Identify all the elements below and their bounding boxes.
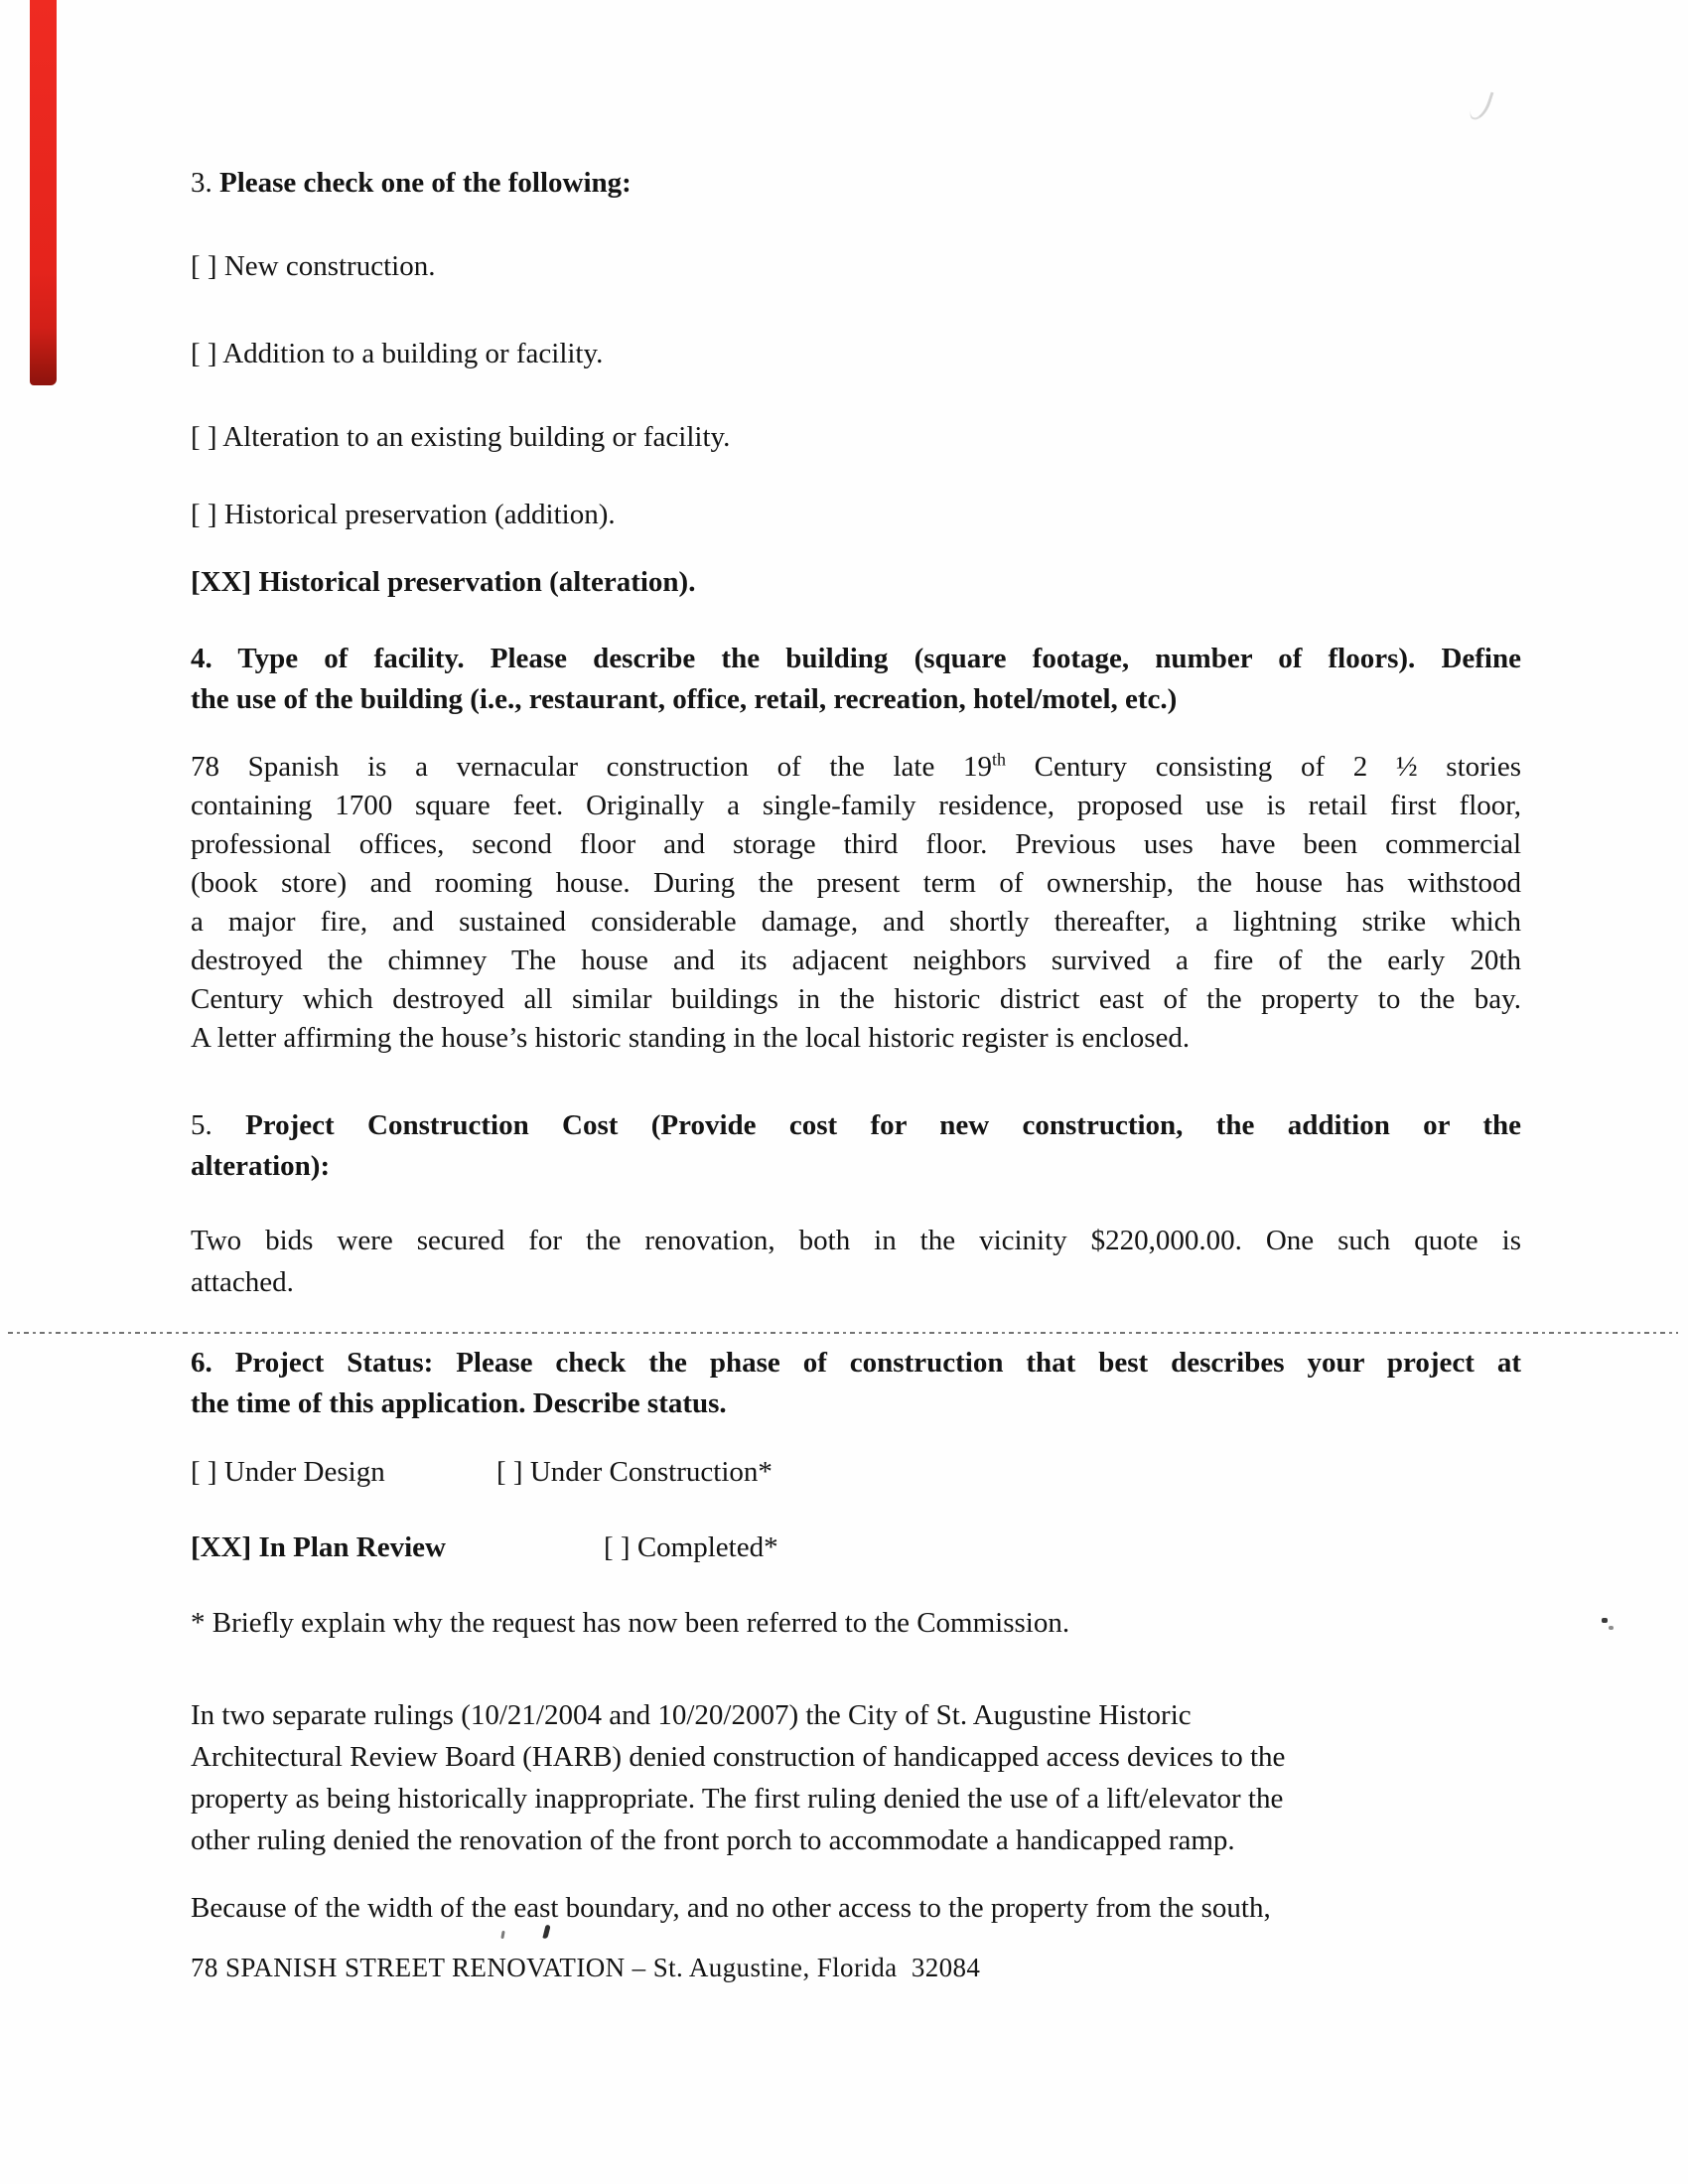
- scan-stray-mark: [542, 1925, 550, 1940]
- option-label: Historical preservation (alteration).: [258, 566, 696, 598]
- section-4-heading: [191, 639, 1521, 720]
- checkbox-empty: [ ]: [191, 1456, 217, 1488]
- section-6-heading: [191, 1343, 1521, 1424]
- option-label: Under Construction*: [529, 1456, 773, 1488]
- checkbox-checked: [XX]: [191, 1531, 252, 1563]
- checkbox-option-alteration: [191, 421, 1521, 454]
- checkbox-option-completed: [604, 1531, 778, 1564]
- checkbox-empty: [ ]: [191, 338, 217, 369]
- checkbox-option-historical-addition: [191, 499, 1521, 531]
- paragraph-line: A letter affirming the house’s historic standing in the local historic register is enclosed.: [191, 1022, 1191, 1054]
- heading-line: 5. Project Construction Cost (Provide cost for new construction, the addition or the: [191, 1109, 1521, 1141]
- heading-line: 4. Type of facility. Please describe the building (square footage, number of floors). Define: [191, 643, 1521, 674]
- checkbox-empty: [ ]: [496, 1456, 523, 1488]
- scan-artifact-mark: [1468, 87, 1493, 123]
- heading-line: the time of this application. Describe status.: [191, 1387, 727, 1419]
- paragraph-line: Century which destroyed all similar buildings in the historic district east of the property to the bay.: [191, 983, 1521, 1015]
- paragraph-line: attached.: [191, 1266, 294, 1298]
- section-5-paragraph: [191, 1220, 1521, 1303]
- checkbox-empty: [ ]: [191, 250, 217, 282]
- heading-line: alteration):: [191, 1150, 331, 1182]
- section-5-heading: [191, 1105, 1521, 1187]
- section-5-number: 5.: [191, 1109, 212, 1141]
- paragraph-line: Two bids were secured for the renovation, both in the vicinity $220,000.00. One such quote is: [191, 1225, 1521, 1256]
- scan-speck: [1609, 1626, 1614, 1630]
- option-label: Under Design: [223, 1456, 385, 1488]
- section-3-number: 3.: [191, 167, 212, 199]
- option-label: In Plan Review: [258, 1531, 446, 1563]
- checkbox-empty: [ ]: [191, 421, 217, 453]
- heading-line: the use of the building (i.e., restaurant, office, retail, recreation, hotel/motel, etc.): [191, 683, 1178, 715]
- paragraph-line: 78 Spanish is a vernacular construction of the late 19th Century consisting of 2 ½ stories: [191, 749, 1521, 783]
- superscript-th: th: [992, 749, 1006, 770]
- checkbox-checked: [XX]: [191, 566, 252, 598]
- page-footer: 78 SPANISH STREET RENOVATION – St. Augustine, Florida 32084: [191, 1953, 981, 1982]
- checkbox-empty: [ ]: [604, 1531, 631, 1563]
- option-label: Alteration to an existing building or facility.: [222, 421, 731, 453]
- paragraph-line: (book store) and rooming house. During the present term of ownership, the house has withstood: [191, 867, 1521, 899]
- option-label: New construction.: [223, 250, 436, 282]
- option-label: Historical preservation (addition).: [223, 499, 616, 530]
- section-3-title: Please check one of the following:: [219, 167, 632, 199]
- dotted-separator-line: [8, 1332, 1678, 1334]
- checkbox-option-under-design: [191, 1456, 385, 1489]
- option-label: Addition to a building or facility.: [222, 338, 604, 369]
- paragraph-line: destroyed the chimney The house and its adjacent neighbors survived a fire of the early 20th: [191, 945, 1521, 976]
- checkbox-option-under-construction: [496, 1456, 773, 1489]
- paragraph-line: other ruling denied the renovation of the front porch to accommodate a handicapped ramp.: [191, 1824, 1235, 1856]
- paragraph-line: property as being historically inappropriate. The first ruling denied the use of a lift/elevator the: [191, 1783, 1284, 1815]
- scan-stray-mark: [500, 1931, 504, 1939]
- checkbox-option-historical-alteration-checked: [191, 566, 1521, 599]
- boundary-paragraph: Because of the width of the east boundary, and no other access to the property from the south,: [191, 1892, 1271, 1924]
- checkbox-option-new-construction: [191, 250, 1521, 283]
- red-edge-stripe-artifact: [30, 0, 57, 385]
- paragraph-line: a major fire, and sustained considerable damage, and shortly thereafter, a lightning strike which: [191, 906, 1521, 938]
- section-3-heading: [191, 167, 1521, 200]
- paragraph-line: Architectural Review Board (HARB) denied construction of handicapped access devices to the: [191, 1741, 1286, 1773]
- heading-line: 6. Project Status: Please check the phase of construction that best describes your project at: [191, 1347, 1521, 1379]
- paragraph-line: In two separate rulings (10/21/2004 and 10/20/2007) the City of St. Augustine Historic: [191, 1699, 1192, 1731]
- scan-speck: [1602, 1618, 1608, 1623]
- section-4-paragraph: [191, 748, 1521, 1058]
- checkbox-option-addition: [191, 338, 1521, 370]
- option-label: Completed*: [636, 1531, 778, 1563]
- status-checkbox-row-1: [191, 1456, 1521, 1496]
- paragraph-line: containing 1700 square feet. Originally a single-family residence, proposed use is retail first floor,: [191, 790, 1521, 821]
- status-checkbox-row-2: [191, 1531, 1521, 1571]
- paragraph-line: professional offices, second floor and storage third floor. Previous uses have been commercial: [191, 828, 1521, 860]
- asterisk-footnote: * Briefly explain why the request has now been referred to the Commission.: [191, 1607, 1070, 1639]
- rulings-paragraph: [191, 1694, 1521, 1861]
- checkbox-empty: [ ]: [191, 499, 217, 530]
- checkbox-option-in-plan-review-checked: [191, 1531, 446, 1564]
